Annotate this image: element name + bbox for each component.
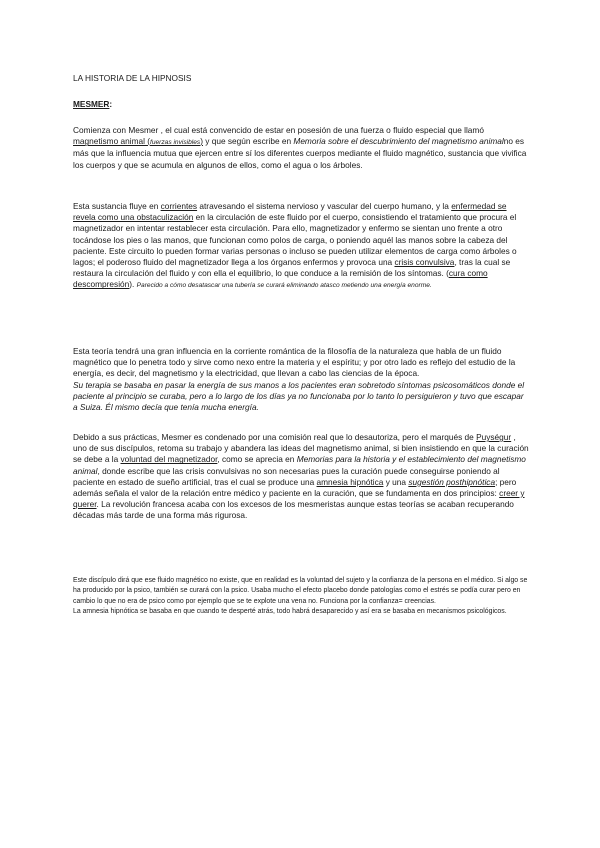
italic-aside: Su terapia se basaba en pasar la energía de sus manos a los pacientes eran sobretodo síntomas psicosomáticos donde el paciente al principio se curaba, pero a lo largo de los días ya no funcionaba por lo tanto lo persiguieron y tuvo que escapar a Suiza. Él mismo decía que tenía mucha energía.	[73, 379, 525, 413]
text-run: ; pero además señala el valor de la relación entre médico y paciente en la curación, que se fundamenta en dos principios:	[73, 476, 517, 499]
text-run: ).	[129, 279, 137, 290]
italic-title: Memorias para la historia y el establecimiento del magnetismo animal	[73, 454, 526, 476]
text-run: , como se aprecia en	[217, 454, 297, 465]
section-heading	[73, 99, 530, 110]
text-run: Esta teoría tendrá una gran influencia en la corriente romántica de la filosofía de la naturaleza que habla de un fluido magnético que lo penetra todo y sirve como nexo entre la materia y el espíritu; y por otro lado es reflejo del estudio de la energía, es decir, del magnetismo y la electricidad, que llevan a cabo las ciencias de la época.	[73, 346, 516, 379]
text-run: no es más que la influencia mutua que ejercen entre sí los diferentes cuerpos mediante el fluido magnético, sustancia que vivifica los cuerpos y que se acumula en algunos de ellos, como el agua o los árboles.	[73, 136, 527, 170]
text-run: Debido a sus prácticas, Mesmer es condenado por una comisión real que lo desautoriza, pero el marqués de	[73, 432, 477, 442]
text-run: , tras la cual se restaura la circulación del fluido y con ella el equilibrio, lo que conduce a la remisión de los síntomas. (	[73, 257, 511, 279]
text-run: Esta sustancia fluye en	[73, 201, 161, 211]
underlined-term: Puységur	[476, 432, 512, 442]
text-run: . La revolución francesa acaba con los excesos de los mesmeristas aunque estas teorías se acaban recuperando décadas más tarde de una forma más rigurosa.	[73, 499, 514, 521]
paragraph-condemnation	[73, 432, 530, 522]
paragraph-theory	[73, 346, 530, 413]
aside-note: fuerzas invisibles	[150, 139, 201, 147]
paragraph-intro	[73, 125, 530, 171]
underlined-term: corrientes	[160, 201, 198, 211]
text-run: Comienza con Mesmer , el cual está convencido de estar en posesión de una fuerza o fluido especial que llamó	[73, 125, 484, 135]
italic-title: Memoria sobre el descubrimiento del magnetismo animal	[293, 136, 504, 147]
handwritten-notes	[73, 576, 530, 618]
underlined-term: sugestión posthipnótica	[408, 476, 496, 487]
note-line: Este discípulo dirá que ese fluido magnético no existe, que en realidad es la voluntad del sujeto y la confianza de la persona en el médico. Si algo se ha producido por la psico, también se curará con la psico. Usaba mucho el efecto placebo donde patologías como el estrés se podía curar pero en cambio lo que no era de psico como por ejemplo que se te explote una vena no. Funciona por la confianza= creencias.	[73, 577, 528, 605]
underlined-term: enfermedad se revela como una obstaculización	[73, 201, 507, 223]
document-title: LA HISTORIA DE LA HIPNOSIS	[73, 73, 192, 83]
underlined-term: crisis convulsiva	[394, 257, 455, 268]
text-run: y que según escribe en	[203, 136, 294, 147]
underlined-term: magnetismo animal (	[73, 136, 151, 147]
underlined-term: creer y querer	[73, 488, 525, 510]
text-run: y una	[383, 476, 409, 487]
text-run: atravesando el sistema nervioso y vascular del cuerpo humano, y la	[197, 201, 452, 211]
section-heading-colon: :	[109, 99, 113, 109]
underlined-term: voluntad del magnetizador	[120, 454, 218, 465]
text-run: en la circulación de este fluido por el cuerpo, consistiendo el tratamiento que procura el magnetizador en intentar restablecer esta circulación. Para ello, magnetizador y enfermo se sientan uno frente a otro tocándose los pies o las manos, que funcionan como polos de carga, o poniendo aquél las manos sobre la cabeza del paciente. Este circuito lo pueden formar varias personas o incluso se pueden utilizar elementos de carga como árboles o lagos; el poderoso fluido del magnetizador llega a los órganos enfermos y provoca una	[73, 212, 517, 268]
text-run: , donde escribe que las crisis convulsivas no son necesarias pues la curación puede conseguirse poniendo al paciente en estado de sueño artificial, tras el cual se produce una	[73, 465, 500, 487]
italic-aside: Parecido a cómo desatascar una tubería se curará eliminando atasco metiendo una energía enorme.	[136, 282, 432, 290]
note-line: La amnesia hipnótica se basaba en que cuando te desperté atrás, todo habrá desaparecido y así era se basaba en mecanismos psicológicos.	[73, 608, 507, 616]
paragraph-substance	[73, 201, 530, 292]
underlined-term: cura como descompresión	[73, 268, 488, 290]
text-run: , uno de sus discípulos, retoma su trabajo y abandera las ideas del magnetismo animal, si bien insistiendo en que la curación se debe a la	[73, 432, 529, 465]
section-heading-text: MESMER	[73, 99, 110, 109]
underlined-term: )	[200, 136, 203, 147]
underlined-term: amnesia hipnótica	[316, 476, 384, 487]
